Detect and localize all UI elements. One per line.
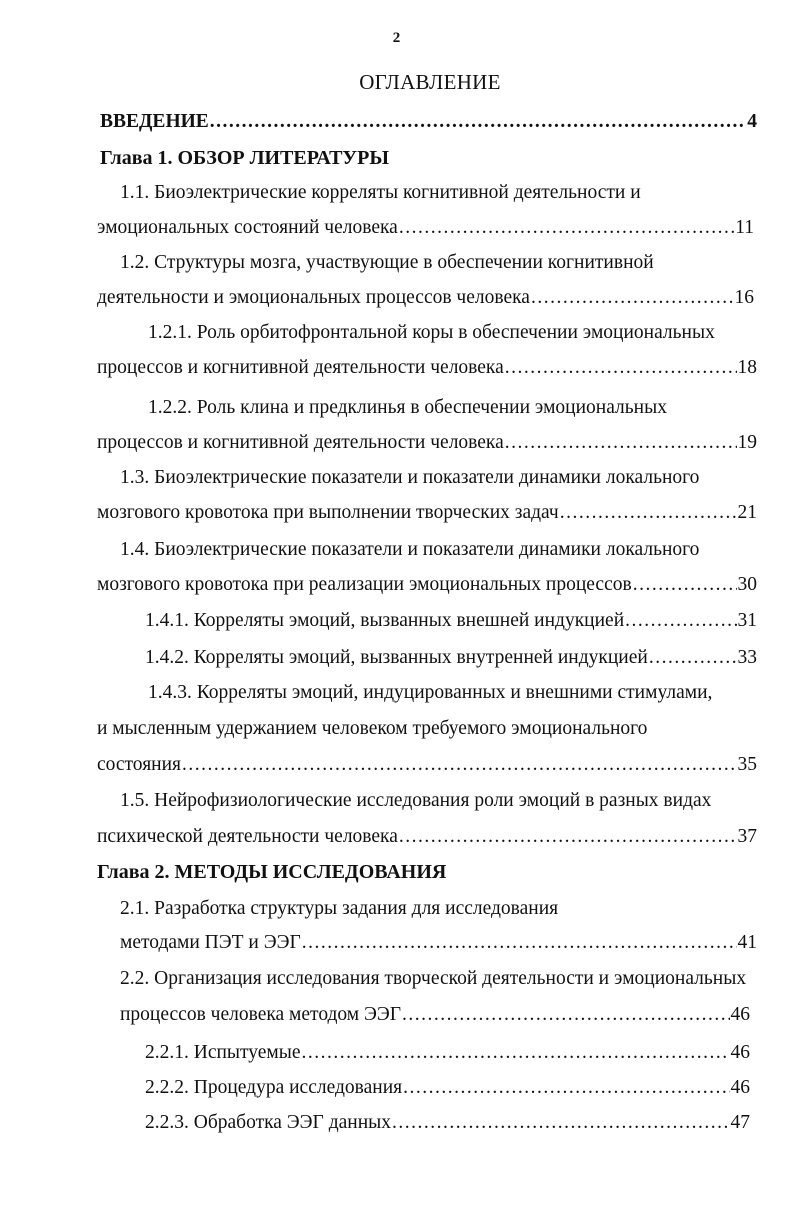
chapter-heading-2: Глава 2. МЕТОДЫ ИССЛЕДОВАНИЯ: [97, 861, 447, 883]
leader-dots: [399, 824, 737, 850]
toc-entry-text: деятельности и эмоциональных процессов человека: [97, 287, 530, 308]
toc-page-number: 31: [737, 610, 757, 631]
toc-page-number: 33: [737, 647, 757, 668]
toc-page-number: 16: [734, 287, 754, 308]
toc-entry-2-2[interactable]: [120, 1002, 750, 1028]
leader-dots: [302, 930, 737, 956]
leader-dots: [633, 572, 737, 598]
toc-entry-1-4[interactable]: [97, 572, 757, 598]
toc-entry-1-4-1[interactable]: [145, 608, 757, 634]
toc-page-number: 18: [737, 357, 757, 378]
leader-dots: [182, 752, 737, 778]
toc-entry-1-2[interactable]: [97, 285, 754, 311]
toc-entry-1-5[interactable]: [97, 824, 757, 850]
toc-entry-line: 1.4. Биоэлектрические показатели и показатели динамики локального: [120, 539, 700, 560]
toc-entry-text: психической деятельности человека: [97, 826, 398, 847]
toc-entry-line: 1.2.2. Роль клина и предклинья в обеспечении эмоциональных: [148, 397, 667, 418]
leader-dots: [392, 1110, 730, 1136]
toc-entry-2-2-1[interactable]: [145, 1040, 750, 1066]
toc-entry-1-2-2[interactable]: [97, 430, 757, 456]
toc-entry-text: процессов и когнитивной деятельности человека: [97, 357, 504, 378]
leader-dots: [403, 1075, 729, 1101]
toc-entry-2-2-3[interactable]: [145, 1110, 750, 1136]
toc-entry-text: состояния: [97, 754, 181, 775]
toc-page-number: 46: [730, 1042, 750, 1063]
leader-dots: [505, 430, 737, 456]
toc-entry-text: процессов и когнитивной деятельности человека: [97, 432, 504, 453]
toc-page-number: 35: [737, 754, 757, 775]
page-title: ОГЛАВЛЕНИЕ: [359, 70, 501, 94]
toc-entry-text: 2.2.1. Испытуемые: [145, 1042, 301, 1063]
toc-entry-intro[interactable]: [100, 109, 757, 135]
toc-entry-text: мозгового кровотока при реализации эмоциональных процессов: [97, 574, 632, 595]
toc-page-number: 46: [730, 1077, 750, 1098]
toc-entry-line: 1.1. Биоэлектрические корреляты когнитивной деятельности и: [120, 182, 641, 203]
toc-page-number: 46: [730, 1004, 750, 1025]
toc-entry-2-2-2[interactable]: [145, 1075, 750, 1101]
toc-entry-line: 1.2.1. Роль орбитофронтальной коры в обеспечении эмоциональных: [148, 322, 715, 343]
toc-entry-text: 1.4.1. Корреляты эмоций, вызванных внешней индукцией: [145, 610, 625, 631]
toc-entry-1-3[interactable]: [97, 500, 757, 526]
toc-entry-text: ВВЕДЕНИЕ: [100, 111, 209, 132]
toc-page-number: 4: [747, 111, 757, 132]
toc-page-number: 41: [737, 932, 757, 953]
leader-dots: [531, 285, 734, 311]
toc-page-number: 21: [737, 502, 757, 523]
toc-entry-text: 2.2.2. Процедура исследования: [145, 1077, 403, 1098]
chapter-heading-1: Глава 1. ОБЗОР ЛИТЕРАТУРЫ: [100, 147, 389, 169]
leader-dots: [560, 500, 737, 526]
toc-page-number: 30: [737, 574, 757, 595]
leader-dots: [505, 355, 737, 381]
page-number: 2: [392, 30, 401, 46]
leader-dots: [402, 1002, 729, 1028]
toc-page-number: 37: [737, 826, 757, 847]
toc-entry-1-2-1[interactable]: [97, 355, 757, 381]
leader-dots: [210, 109, 746, 135]
toc-entry-1-1[interactable]: [97, 215, 754, 241]
toc-entry-text: методами ПЭТ и ЭЭГ: [120, 932, 301, 953]
toc-entry-line: 1.5. Нейрофизиологические исследования роли эмоций в разных видах: [120, 790, 712, 811]
toc-entry-line: 1.2. Структуры мозга, участвующие в обеспечении когнитивной: [120, 252, 654, 273]
toc-entry-line: 1.4.3. Корреляты эмоций, индуцированных и внешними стимулами,: [148, 682, 713, 703]
toc-page-number: 19: [737, 432, 757, 453]
toc-entry-line: 1.3. Биоэлектрические показатели и показатели динамики локального: [120, 467, 700, 488]
toc-page-number: 11: [735, 217, 754, 238]
leader-dots: [625, 608, 736, 634]
toc-entry-text: мозгового кровотока при выполнении творческих задач: [97, 502, 559, 523]
toc-entry-text: 1.4.2. Корреляты эмоций, вызванных внутренней индукцией: [145, 647, 648, 668]
leader-dots: [649, 645, 737, 671]
toc-entry-line: 2.2. Организация исследования творческой деятельности и эмоциональных: [120, 968, 747, 989]
toc-entry-1-4-3[interactable]: [97, 752, 757, 778]
toc-entry-text: процессов человека методом ЭЭГ: [120, 1004, 402, 1025]
toc-entry-text: 2.2.3. Обработка ЭЭГ данных: [145, 1112, 391, 1133]
toc-page-number: 47: [730, 1112, 750, 1133]
toc-entry-line: и мысленным удержанием человеком требуемого эмоционального: [97, 718, 648, 739]
toc-entry-1-4-2[interactable]: [145, 645, 757, 671]
toc-entry-text: эмоциональных состояний человека: [97, 217, 398, 238]
toc-entry-line: 2.1. Разработка структуры задания для исследования: [120, 898, 559, 919]
leader-dots: [302, 1040, 730, 1066]
leader-dots: [399, 215, 734, 241]
toc-entry-2-1[interactable]: [120, 930, 757, 956]
